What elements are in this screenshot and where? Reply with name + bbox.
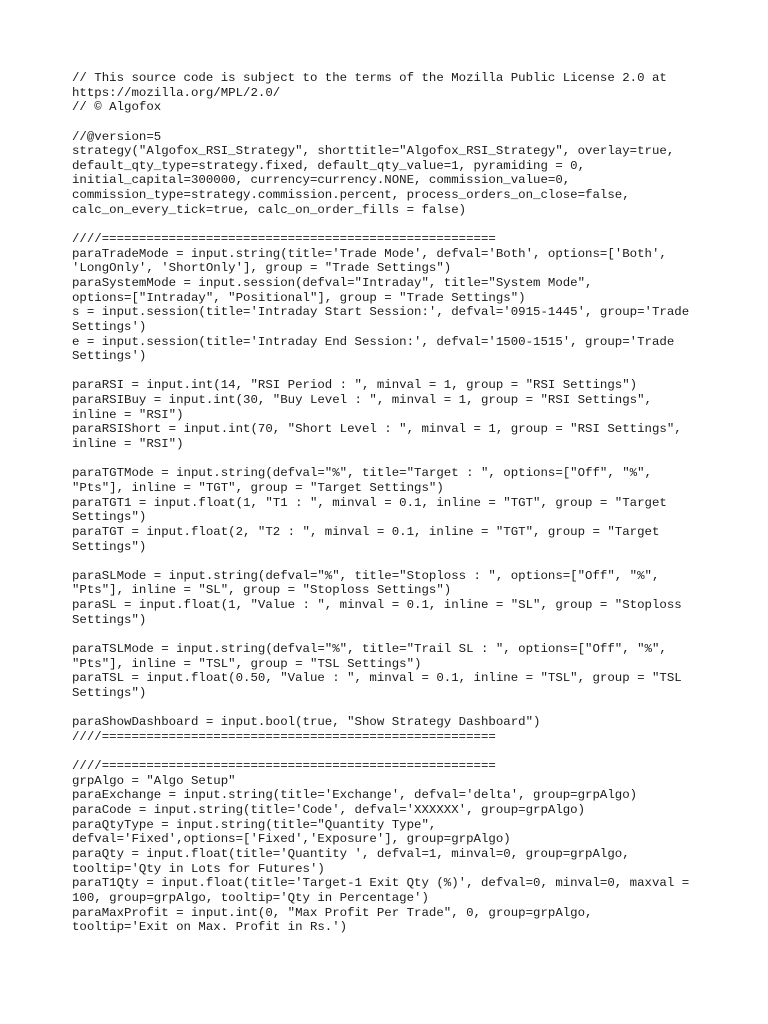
code-line: paraShowDashboard = input.bool(true, "Show Strategy Dashboard") [72,715,541,730]
code-line: initial_capital=300000, currency=currency.NONE, commission_value=0, [72,173,571,188]
code-line: strategy("Algofox_RSI_Strategy", shorttitle="Algofox_RSI_Strategy", overlay=true, [72,144,675,159]
code-line: paraQtyType = input.string(title="Quantity Type", [72,817,437,832]
code-line [72,217,712,232]
code-line [72,554,712,569]
code-line: default_qty_type=strategy.fixed, default_qty_value=1, pyramiding = 0, [72,158,586,173]
code-line: paraQty = input.float(title='Quantity ', defval=1, minval=0, group=grpAlgo, [72,846,630,861]
code-line: calc_on_every_tick=true, calc_on_order_fills = false) [72,202,467,217]
code-line: paraRSI = input.int(14, "RSI Period : ", minval = 1, group = "RSI Settings") [72,378,638,393]
code-line: Settings") [72,612,147,627]
code-line: paraMaxProfit = input.int(0, "Max Profit Per Trade", 0, group=grpAlgo, [72,905,593,920]
code-line: grpAlgo = "Algo Setup" [72,773,236,788]
code-line [72,452,712,467]
code-line: paraRSIShort = input.int(70, "Short Level : ", minval = 1, group = "RSI Settings", [72,422,682,437]
code-line: paraTGTMode = input.string(defval="%", title="Target : ", options=["Off", "%", [72,466,652,481]
code-line: paraSystemMode = input.session(defval="Intraday", title="System Mode", [72,275,593,290]
code-line: ////===================================================== [72,759,496,774]
code-line: "Pts"], inline = "TSL", group = "TSL Settings") [72,656,422,671]
code-line: Settings") [72,685,147,700]
code-line [72,744,712,759]
code-line: options=["Intraday", "Positional"], group = "Trade Settings") [72,290,526,305]
code-line: s = input.session(title='Intraday Start Session:', defval='0915-1445', group='Trade [72,305,690,320]
code-line: paraTSLMode = input.string(defval="%", title="Trail SL : ", options=["Off", "%", [72,641,667,656]
code-line: inline = "RSI") [72,407,184,422]
code-line: 'LongOnly', 'ShortOnly'], group = "Trade Settings") [72,261,452,276]
code-line: paraTradeMode = input.string(title='Trade Mode', defval='Both', options=['Both', [72,246,667,261]
code-line: // This source code is subject to the terms of the Mozilla Public License 2.0 at [72,71,667,85]
code-line: e = input.session(title='Intraday End Session:', defval='1500-1515', group='Trade [72,334,675,349]
code-line [72,364,712,379]
code-line: ////===================================================== [72,729,496,744]
code-line: defval='Fixed',options=['Fixed','Exposure'], group=grpAlgo) [72,832,511,847]
code-line: Settings') [72,319,147,334]
code-line: paraT1Qty = input.float(title='Target-1 Exit Qty (%)', defval=0, minval=0, maxval = [72,876,690,891]
source-code-block [72,71,712,935]
code-line [72,627,712,642]
code-line: paraRSIBuy = input.int(30, "Buy Level : ", minval = 1, group = "RSI Settings", [72,393,652,408]
code-line: Settings') [72,349,147,364]
code-line: ////===================================================== [72,232,496,247]
code-line: "Pts"], inline = "TGT", group = "Target Settings") [72,480,444,495]
code-line: paraTGT = input.float(2, "T2 : ", minval = 0.1, inline = "TGT", group = "Target [72,524,660,539]
code-line: tooltip='Qty in Lots for Futures') [72,861,325,876]
code-line: paraTSL = input.float(0.50, "Value : ", minval = 0.1, inline = "TSL", group = "TSL [72,671,682,686]
code-line: commission_type=strategy.commission.percent, process_orders_on_close=false, [72,188,630,203]
code-line: paraSL = input.float(1, "Value : ", minval = 0.1, inline = "SL", group = "Stoploss [72,598,682,613]
code-line: paraTGT1 = input.float(1, "T1 : ", minval = 0.1, inline = "TGT", group = "Target [72,495,667,510]
code-line [72,115,712,130]
code-line: tooltip='Exit on Max. Profit in Rs.') [72,920,348,935]
code-line: Settings") [72,539,147,554]
code-line: Settings") [72,510,147,525]
code-line: inline = "RSI") [72,437,184,452]
code-line: https://mozilla.org/MPL/2.0/ [72,85,281,100]
code-line: "Pts"], inline = "SL", group = "Stoploss Settings") [72,583,452,598]
code-line: paraCode = input.string(title='Code', defval='XXXXXX', group=grpAlgo) [72,803,586,818]
code-line: //@version=5 [72,129,162,144]
code-line: // © Algofox [72,100,162,115]
code-line: paraExchange = input.string(title='Exchange', defval='delta', group=grpAlgo) [72,788,638,803]
code-line [72,701,712,716]
code-line: paraSLMode = input.string(defval="%", title="Stoploss : ", options=["Off", "%", [72,568,660,583]
code-line: 100, group=grpAlgo, tooltip='Qty in Percentage') [72,890,429,905]
